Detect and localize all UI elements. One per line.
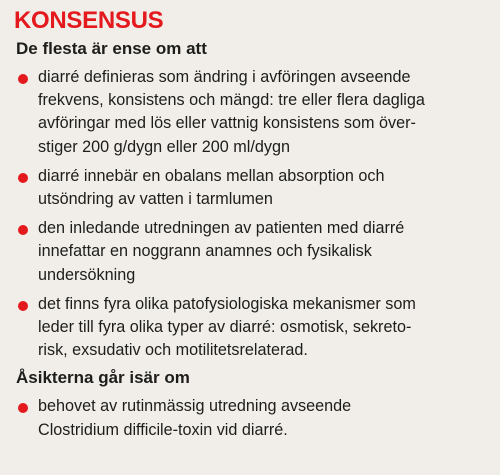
item-line: diarré innebär en obalans mellan absorption och (38, 166, 385, 185)
bullet-icon (18, 225, 28, 235)
disagreement-heading: Åsikterna går isär om (16, 368, 190, 388)
item-line: frekvens, konsistens och mängd: tre eller flera dagliga (38, 91, 425, 110)
list-item (14, 395, 484, 441)
agreement-heading: De flesta är ense om att (16, 39, 207, 58)
item-line: innefattar en noggrann anamnes och fysikalisk (38, 242, 372, 261)
item-line: stiger 200 g/dygn eller 200 ml/dygn (38, 137, 290, 156)
item-line: det finns fyra olika patofysiologiska mekanismer som (38, 294, 416, 313)
item-line: undersökning (38, 265, 136, 284)
bullet-icon (18, 301, 28, 311)
box-title: KONSENSUS (14, 7, 164, 34)
item-line: Clostridium difficile-toxin vid diarré. (38, 420, 288, 439)
item-line: leder till fyra olika typer av diarré: osmotisk, sekreto- (38, 318, 412, 337)
bullet-icon (18, 74, 28, 84)
item-line: diarré definieras som ändring i avföringen avseende (38, 68, 411, 86)
item-line: risk, exsudativ och motilitetsrelaterad. (38, 341, 308, 360)
item-line: behovet av rutinmässig utredning avseende (38, 397, 352, 416)
disagreement-list (14, 395, 484, 441)
list-item (14, 165, 484, 211)
item-line: utsöndring av vatten i tarmlumen (38, 190, 273, 209)
item-line: den inledande utredningen av patienten med diarré (38, 219, 405, 238)
list-item (14, 217, 484, 287)
list-item (14, 293, 484, 363)
bullet-icon (18, 173, 28, 183)
list-item (14, 66, 484, 159)
agreement-list (14, 66, 484, 362)
bullet-icon (18, 403, 28, 413)
item-line: avföringar med lös eller vattnig konsistens som över- (38, 114, 416, 133)
